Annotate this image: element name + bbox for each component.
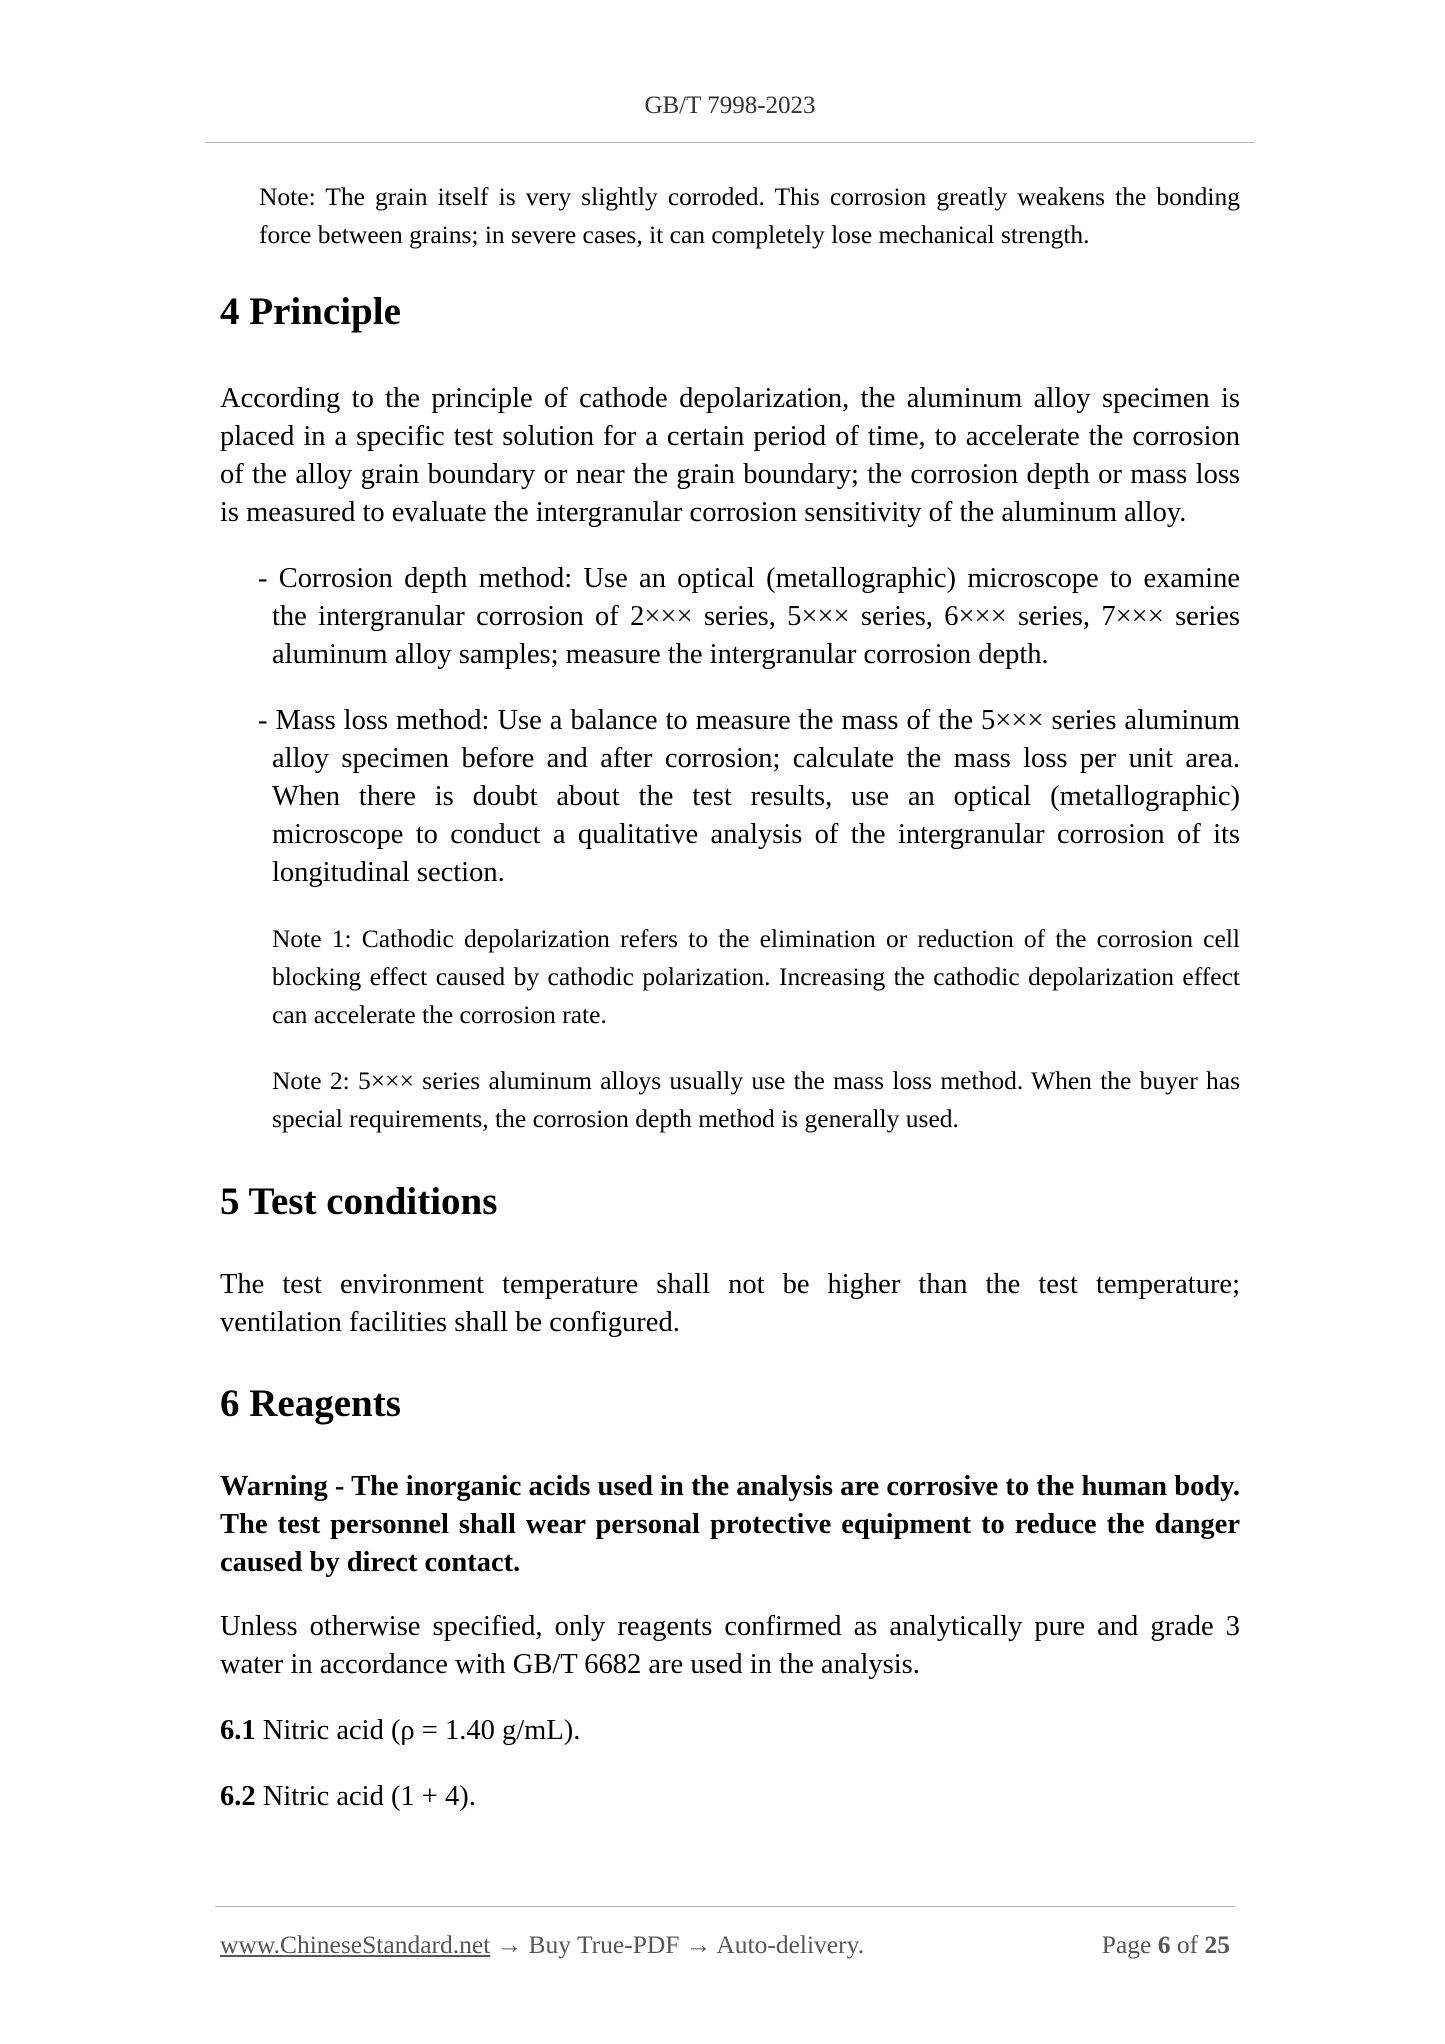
note-2: Note 2: 5××× series aluminum alloys usually use the mass loss method. When the buyer has special requirements, the corrosion depth method is generally used. [272, 1066, 1240, 1133]
of-label: of [1176, 1930, 1199, 1959]
item-text: Nitric acid (1 + 4). [255, 1781, 476, 1812]
item-number: 6.2 [220, 1781, 256, 1812]
page-number: 6 [1157, 1930, 1171, 1959]
page-label: Page [1101, 1930, 1152, 1959]
page-header [205, 92, 1255, 120]
warning-paragraph: Warning - The inorganic acids used in the analysis are corrosive to the human body. The test personnel shall wear personal protective equipment to reduce the danger caused by direct contact. [220, 1471, 1240, 1578]
note-1: Note 1: Cathodic depolarization refers to the elimination or reduction of the corrosion cell blocking effect caused by cathodic polarization. Increasing the cathodic depolarization effect can accelerate the corrosion rate. [272, 924, 1240, 1029]
item-number: 6.1 [220, 1715, 256, 1746]
principle-paragraph: According to the principle of cathode depolarization, the aluminum alloy specimen is placed in a specific test solution for a certain period of time, to accelerate the corrosion of the alloy grain boundary or near the grain boundary; the corrosion depth or mass loss is measured to evaluate the intergranular corrosion sensitivity of the aluminum alloy. [220, 383, 1240, 528]
footer-promo [220, 1930, 864, 1960]
arrow-icon: → [685, 1930, 712, 1959]
total-pages: 25 [1204, 1930, 1230, 1959]
arrow-icon: → [496, 1930, 523, 1959]
mass-loss-method-item: - Mass loss method: Use a balance to measure the mass of the 5××× series aluminum alloy specimen before and after corrosion; calculate the mass loss per unit area. When there is doubt about the test results, use an optical (metallographic) microscope to conduct a qualitative analysis of the intergranular corrosion of its longitudinal section. [258, 705, 1240, 888]
reagent-item-6-2 [220, 1778, 1240, 1816]
website-link[interactable]: www.ChineseStandard.net [220, 1930, 491, 1959]
delivery-text: Auto-delivery. [716, 1930, 865, 1959]
reagents-paragraph: Unless otherwise specified, only reagents confirmed as analytically pure and grade 3 water in accordance with GB/T 6682 are used in the analysis. [220, 1611, 1240, 1680]
page-content [220, 178, 1240, 1816]
corrosion-depth-method-item: - Corrosion depth method: Use an optical (metallographic) microscope to examine the intergranular corrosion of 2××× series, 5××× series, 6××× series, 7××× series aluminum alloy samples; measure the intergranular corrosion depth. [258, 563, 1240, 670]
section-6-heading: 6 Reagents [220, 1382, 401, 1425]
grain-corrosion-note: Note: The grain itself is very slightly corroded. This corrosion greatly weakens the bonding force between grains; in severe cases, it can completely lose mechanical strength. [259, 182, 1240, 249]
test-conditions-paragraph: The test environment temperature shall not be higher than the test temperature; ventilation facilities shall be configured. [220, 1269, 1240, 1338]
buy-text: Buy True-PDF [528, 1930, 680, 1959]
item-text: Nitric acid (ρ = 1.40 g/mL). [255, 1715, 581, 1746]
section-5-heading: 5 Test conditions [220, 1180, 498, 1223]
page-indicator [1102, 1930, 1230, 1960]
footer-divider [215, 1906, 1235, 1907]
header-divider [205, 142, 1255, 143]
reagent-item-6-1 [220, 1712, 1240, 1750]
document-code: GB/T 7998-2023 [644, 92, 816, 119]
section-4-heading: 4 Principle [220, 290, 401, 333]
